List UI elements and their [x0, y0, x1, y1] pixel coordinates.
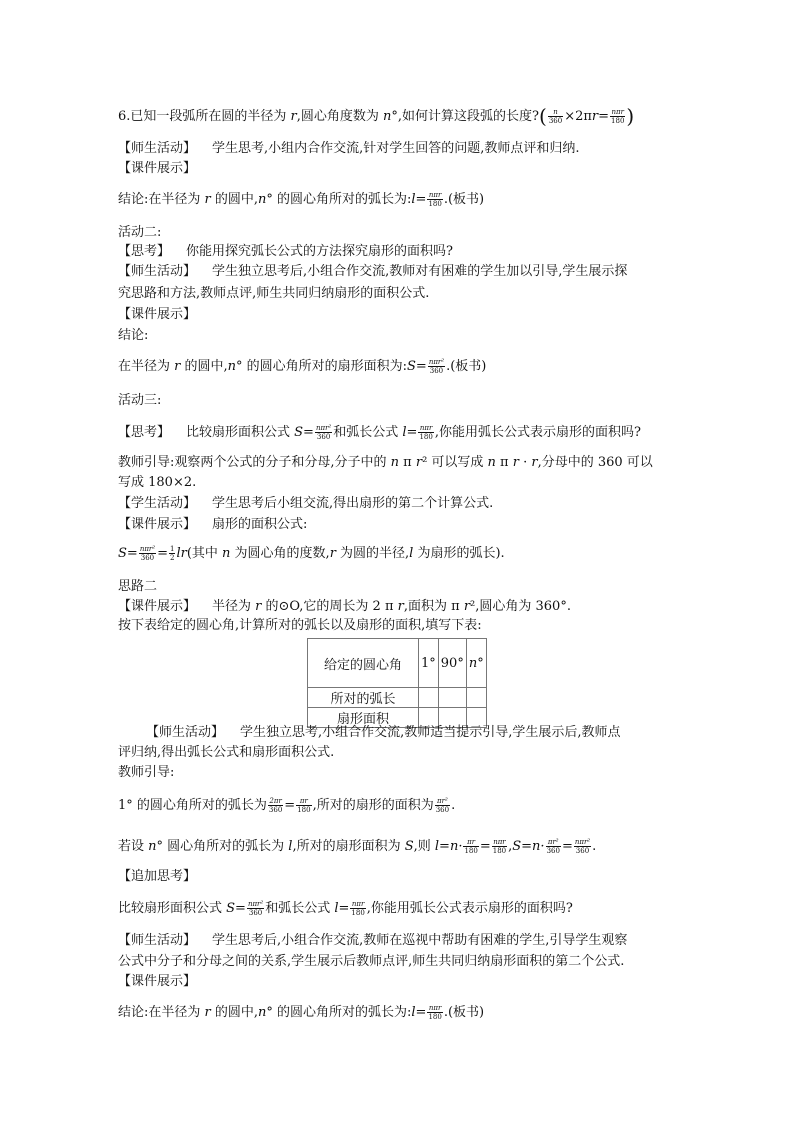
section-tag: 【课件展示】 — [118, 974, 197, 989]
section-tag: 【师生活动】 — [118, 141, 197, 156]
teacher-student-activity-2: 【师生活动】 学生独立思考后,小组合作交流,教师对有困难的学生加以引导,学生展示探 — [118, 264, 628, 279]
section-tag: 【课件展示】 — [118, 517, 197, 532]
extra-think-heading — [118, 868, 196, 885]
fraction: $\frac{\text{πr²}}{360}$ — [546, 838, 560, 855]
table-cell: n° — [466, 639, 486, 688]
sector-area-formula: S= $\frac{\text{nπr²}}{360}$ = $\frac{1}{2}$ lr(其中 n 为圆心角的度数,r 为圆的半径,l 为扇形的弧长). — [118, 545, 505, 562]
section-tag: 【师生活动】 — [146, 725, 225, 740]
table-cell-empty — [419, 688, 439, 708]
question-6 — [118, 104, 635, 128]
section-tag: 【追加思考】 — [118, 869, 197, 884]
courseware-display-1 — [118, 160, 196, 177]
teacher-student-activity-4: 【师生活动】 学生思考后,小组合作交流,教师在巡视中帮助有困难的学生,引导学生观察 — [118, 933, 628, 948]
paren-close: ) — [626, 104, 635, 128]
table-intro: 按下表给定的圆心角,计算所对的弧长以及扇形的面积,填写下表: — [118, 618, 482, 633]
q6-text: ,如何计算这段弧的长度? — [397, 109, 540, 124]
table-cell: 扇形面积 — [308, 708, 419, 728]
one-degree-formula: 1° 的圆心角所对的弧长为 $\frac{2\pi r}{360}$ = $\frac{\pi r}{180}$ ,所对的扇形的面积为 $\frac{\text{πr²}}{360}$ . — [118, 797, 456, 814]
fraction: $\frac{\text{nπr}}{180}$ — [351, 900, 365, 917]
fraction: $\frac{n}{360}$ — [548, 108, 563, 125]
teacher-guide-1: 教师引导:观察两个公式的分子和分母,分子中的 n π r² 可以写成 n π r · r,分母中的 360 可以 — [118, 455, 653, 470]
idea-2-heading: 思路二 — [118, 579, 158, 594]
fraction: $\frac{\pi r}{180}$ — [464, 838, 478, 855]
arc-sector-table — [307, 638, 487, 728]
courseware-display-2 — [118, 306, 196, 323]
student-activity: 【学生活动】 学生思考后小组交流,得出扇形的第二个计算公式. — [118, 496, 494, 511]
fraction: $\frac{\text{nπr}}{180}$ — [492, 838, 507, 855]
section-tag: 【师生活动】 — [118, 264, 197, 279]
teacher-student-activity-2-cont: 究思路和方法,教师点评,师生共同归纳扇形的面积公式. — [118, 286, 430, 301]
teacher-guide-2-heading: 教师引导: — [118, 765, 175, 780]
fraction: $\frac{\text{nπr}}{180}$ — [611, 108, 625, 125]
teacher-student-activity-3: 【师生活动】 学生独立思考,小组合作交流,教师适当提示引导,学生展示后,教师点 — [146, 725, 621, 740]
formula-text: = — [598, 109, 610, 124]
fraction: $\frac{\text{nπr²}}{360}$ — [315, 424, 332, 441]
activity-3-heading: 活动三: — [118, 393, 162, 408]
conclusion-arc-length-2: 结论:在半径为 r 的圆中,n° 的圆心角所对的弧长为:l= $\frac{\text{nπr}}{180}$ .(板书) — [118, 1004, 485, 1021]
table-row — [308, 688, 487, 708]
fraction: $\frac{\pi r}{180}$ — [297, 797, 311, 814]
table-cell: 给定的圆心角 — [308, 639, 419, 688]
section-tag: 【思考】 — [118, 425, 171, 440]
fraction: $\frac{\text{πr²}}{360}$ — [435, 797, 450, 814]
formula-text: ×2π — [564, 109, 592, 124]
fraction: $\frac{\text{nπr²}}{360}$ — [139, 545, 156, 562]
teacher-guide-1-cont: 写成 180×2. — [118, 475, 197, 490]
table-cell: 1° — [419, 639, 439, 688]
section-tag: 【学生活动】 — [118, 496, 197, 511]
var-n: n° — [383, 109, 398, 124]
fraction: $\frac{1}{2}$ — [169, 545, 175, 562]
paren-open: ( — [539, 104, 547, 128]
table-cell: 所对的弧长 — [308, 688, 419, 708]
section-tag: 【课件展示】 — [118, 161, 197, 176]
q6-text: 6.已知一段弧所在圆的半径为 — [118, 109, 291, 124]
fraction: $\frac{\text{nπr²}}{360}$ — [428, 358, 445, 375]
var-r: r — [591, 109, 599, 124]
table-cell-empty — [466, 688, 486, 708]
conclusion-arc-length: 结论:在半径为 r 的圆中,n° 的圆心角所对的弧长为:l= $\frac{\text{nπr}}{180}$ .(板书) — [118, 191, 485, 208]
fraction: $\frac{\text{nπr}}{180}$ — [428, 1004, 442, 1021]
var-r: r — [290, 109, 297, 124]
q6-text: ,圆心角度数为 — [296, 109, 384, 124]
think-1: 【思考】 你能用探究弧长公式的方法探究扇形的面积吗? — [118, 244, 453, 259]
activity-2-heading: 活动二: — [118, 225, 162, 240]
table-cell-empty — [438, 688, 466, 708]
conclusion-sector-area: 在半径为 r 的圆中,n° 的圆心角所对的扇形面积为:S= $\frac{\text{nπr²}}{360}$ .(板书) — [118, 358, 487, 375]
think-2: 【思考】 比较扇形面积公式 S= $\frac{\text{nπr²}}{360}$ 和弧长公式 l= $\frac{\text{nπr}}{180}$ ,你能用弧长公式表示扇形的面积吗? — [118, 424, 641, 441]
conclusion-heading: 结论: — [118, 328, 149, 343]
n-degree-formula: 若设 n° 圆心角所对的弧长为 l,所对的扇形面积为 S,则 l=n· $\frac{\pi r}{180}$ = $\frac{\text{nπr}}{180}$ ,S=n· $\frac{\text{πr²}}{360}$ = $\frac{\text{nπr²}}{360}$ . — [118, 838, 597, 855]
section-tag: 【课件展示】 — [118, 307, 197, 322]
compare-formulas: 比较扇形面积公式 S= $\frac{\text{nπr²}}{360}$ 和弧长公式 l= $\frac{\text{nπr}}{180}$ ,你能用弧长公式表示扇形的面积吗? — [118, 900, 573, 917]
courseware-display-5 — [118, 973, 196, 990]
courseware-display-3: 【课件展示】 扇形的面积公式: — [118, 517, 308, 532]
paragraph-text: 学生思考,小组内合作交流,针对学生回答的问题,教师点评和归纳. — [212, 141, 580, 156]
fraction: $\frac{\text{nπr}}{180}$ — [428, 191, 442, 208]
fraction: $\frac{2\pi r}{360}$ — [268, 797, 283, 814]
section-tag: 【师生活动】 — [118, 933, 197, 948]
teacher-student-activity-4-cont: 公式中分子和分母之间的关系,学生展示后教师点评,师生共同归纳扇形面积的第二个公式. — [118, 954, 625, 969]
fraction: $\frac{\text{nπr²}}{360}$ — [247, 900, 264, 917]
teacher-student-activity-1 — [118, 140, 580, 157]
courseware-display-4: 【课件展示】 半径为 r 的⊙O,它的周长为 2 π r,面积为 π r²,圆心角为 360°. — [118, 599, 571, 614]
section-tag: 【思考】 — [118, 244, 171, 259]
table-cell: 90° — [438, 639, 466, 688]
fraction: $\frac{\text{nπr²}}{360}$ — [574, 838, 591, 855]
table-row — [308, 639, 487, 688]
section-tag: 【课件展示】 — [118, 599, 197, 614]
teacher-student-activity-3-cont: 评归纳,得出弧长公式和扇形面积公式. — [118, 745, 335, 760]
fraction: $\frac{\text{nπr}}{180}$ — [419, 424, 433, 441]
